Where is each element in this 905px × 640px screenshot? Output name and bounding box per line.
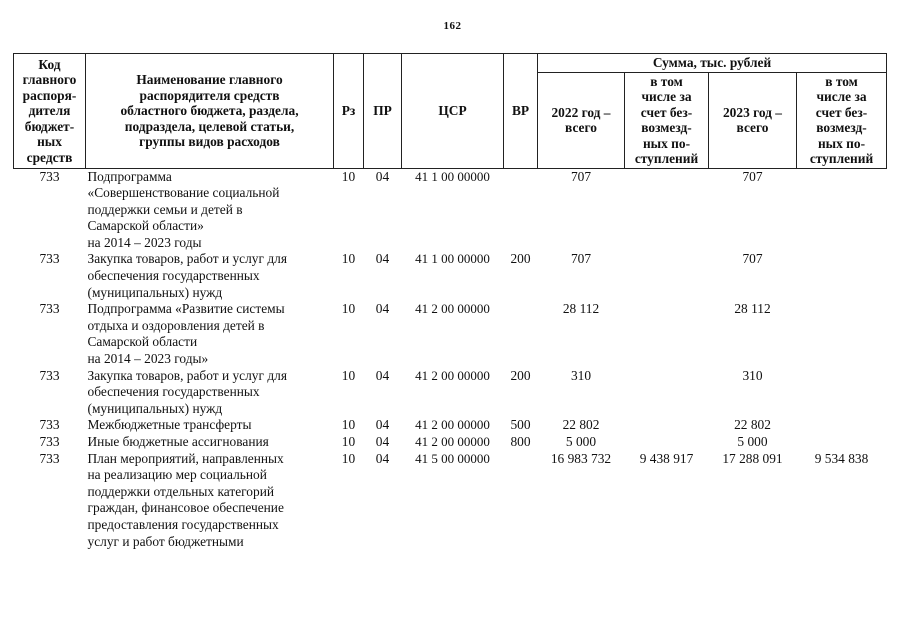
table-row xyxy=(14,368,887,418)
budget-table-body xyxy=(14,168,887,550)
cell-2023-gratuitous xyxy=(797,251,887,301)
text-line: Закупка товаров, работ и услуг для xyxy=(87,251,287,267)
text-line: главного xyxy=(22,72,77,87)
text-line: распорядителя средств xyxy=(139,87,280,103)
cell-vr xyxy=(504,168,538,251)
cell-2022-gratuitous xyxy=(625,301,709,367)
cell-name xyxy=(86,168,334,251)
cell-pr: 04 xyxy=(375,301,390,317)
cell-2022-total: 707 xyxy=(570,168,592,184)
cell-vr xyxy=(504,451,538,551)
text-line: обеспечения государственных xyxy=(87,268,260,284)
text-line: граждан, финансовое обеспечение xyxy=(87,500,284,516)
text-line: 2022 год – xyxy=(551,104,611,120)
text-line: Иные бюджетные ассигнования xyxy=(87,434,269,449)
cell-2022-total: 310 xyxy=(570,367,592,383)
cell-2022-gratuitous: 9 438 917 xyxy=(639,450,694,466)
text-line: на 2014 – 2023 годы» xyxy=(87,351,209,367)
text-line: (муниципальных) нужд xyxy=(87,400,223,416)
cell-vr: 200 xyxy=(510,367,531,383)
cell-2023-total: 310 xyxy=(742,367,763,383)
cell-csr: 41 1 00 00000 xyxy=(415,251,490,267)
cell-vr: 200 xyxy=(510,251,531,267)
text-line: Закупка товаров, работ и услуг для xyxy=(87,367,287,383)
cell-code: 733 xyxy=(39,417,60,433)
cell-2023-total: 22 802 xyxy=(734,417,771,433)
table-row xyxy=(14,451,887,551)
text-line: «Совершенствование социальной xyxy=(87,185,280,201)
cell-pr: 04 xyxy=(375,168,390,184)
cell-rz: 10 xyxy=(341,168,356,184)
text-line: всего xyxy=(565,120,597,135)
cell-name xyxy=(86,301,334,367)
header-row-1 xyxy=(14,54,887,73)
text-line: числе за xyxy=(816,89,867,104)
table-row xyxy=(14,251,887,301)
header-vr: ВР xyxy=(504,54,538,169)
text-line: План мероприятий, направленных xyxy=(87,450,284,466)
cell-rz: 10 xyxy=(341,434,356,449)
cell-rz: 10 xyxy=(341,301,356,317)
cell-csr: 41 2 00 00000 xyxy=(415,417,490,433)
text-line: ных xyxy=(37,134,62,149)
cell-2022-gratuitous xyxy=(625,434,709,451)
cell-name xyxy=(86,417,334,434)
text-line: поддержки отдельных категорий xyxy=(87,483,275,499)
cell-2023-total: 28 112 xyxy=(734,301,771,317)
header-2023-total xyxy=(709,72,797,168)
cell-rz: 10 xyxy=(341,417,356,433)
text-line: поддержки семьи и детей в xyxy=(87,201,243,217)
text-line: ступлений xyxy=(809,151,874,166)
text-line: Код xyxy=(38,56,61,72)
cell-vr xyxy=(504,301,538,367)
header-2023-gratuitous xyxy=(797,72,887,168)
text-line: подраздела, целевой статьи, xyxy=(124,118,295,134)
text-line: бюджет- xyxy=(24,118,75,134)
text-line: Подпрограмма xyxy=(87,168,172,184)
cell-vr: 800 xyxy=(510,434,531,449)
cell-2023-total: 707 xyxy=(742,251,763,267)
cell-csr: 41 1 00 00000 xyxy=(415,168,490,184)
header-name xyxy=(86,54,334,169)
page-number: 162 xyxy=(443,20,462,32)
header-pr: ПР xyxy=(364,54,402,169)
text-line: Самарской области» xyxy=(87,218,204,234)
cell-code: 733 xyxy=(39,434,60,449)
cell-2022-gratuitous xyxy=(625,168,709,251)
text-line: числе за xyxy=(641,89,692,104)
cell-code: 733 xyxy=(39,301,60,317)
cell-pr: 04 xyxy=(375,417,390,433)
cell-rz: 10 xyxy=(341,367,356,383)
text-line: Наименование главного xyxy=(136,72,283,87)
cell-2023-total: 17 288 091 xyxy=(722,450,783,466)
text-line: областного бюджета, раздела, xyxy=(120,103,299,118)
text-line: 2023 год – xyxy=(722,104,782,120)
header-2022-total xyxy=(538,72,625,168)
budget-table xyxy=(13,53,887,550)
cell-csr: 41 5 00 00000 xyxy=(415,450,490,466)
cell-2022-total: 22 802 xyxy=(562,417,600,433)
cell-2023-gratuitous xyxy=(797,301,887,367)
cell-pr: 04 xyxy=(375,434,390,449)
cell-2023-total: 707 xyxy=(742,168,763,184)
cell-2023-gratuitous: 9 534 838 xyxy=(814,450,869,466)
cell-name xyxy=(86,251,334,301)
cell-pr: 04 xyxy=(375,367,390,383)
cell-2022-total: 16 983 732 xyxy=(550,450,612,466)
table-row xyxy=(14,168,887,251)
cell-pr: 04 xyxy=(375,251,390,267)
cell-code: 733 xyxy=(39,450,60,466)
header-code xyxy=(14,54,86,169)
text-line: возмезд- xyxy=(641,120,692,135)
text-line: в том xyxy=(825,73,858,89)
text-line: средств xyxy=(26,149,73,165)
text-line: отдыха и оздоровления детей в xyxy=(87,317,265,333)
text-line: всего xyxy=(736,120,769,135)
text-line: счет без- xyxy=(640,104,693,120)
table-row xyxy=(14,434,887,451)
text-line: Подпрограмма «Развитие системы xyxy=(87,301,285,317)
cell-2023-gratuitous xyxy=(797,417,887,434)
cell-2022-gratuitous xyxy=(625,417,709,434)
text-line: на реализацию мер социальной xyxy=(87,467,267,483)
cell-2023-gratuitous xyxy=(797,368,887,418)
text-line: ных по- xyxy=(817,135,866,151)
text-line: группы видов расходов xyxy=(139,134,280,149)
cell-name xyxy=(86,368,334,418)
cell-2022-gratuitous xyxy=(625,251,709,301)
cell-2023-gratuitous xyxy=(797,168,887,251)
cell-2022-total: 707 xyxy=(570,251,592,267)
cell-csr: 41 2 00 00000 xyxy=(415,367,490,383)
cell-rz: 10 xyxy=(341,251,356,267)
header-csr: ЦСР xyxy=(402,54,504,169)
cell-csr: 41 2 00 00000 xyxy=(415,434,490,449)
cell-2023-total: 5 000 xyxy=(737,434,768,449)
cell-2023-gratuitous xyxy=(797,434,887,451)
cell-vr: 500 xyxy=(510,417,531,433)
text-line: услуг и работ бюджетными xyxy=(87,533,244,549)
text-line: Межбюджетные трансферты xyxy=(87,417,252,433)
text-line: на 2014 – 2023 годы xyxy=(87,234,202,250)
cell-code: 733 xyxy=(39,168,60,184)
cell-code: 733 xyxy=(39,251,60,267)
cell-2022-total: 5 000 xyxy=(565,434,597,449)
header-rz: Рз xyxy=(334,54,364,169)
text-line: в том xyxy=(650,73,683,89)
header-2022-gratuitous xyxy=(625,72,709,168)
cell-name xyxy=(86,434,334,451)
header-sum-group: Сумма, тыс. рублей xyxy=(538,54,887,73)
text-line: предоставления государственных xyxy=(87,516,279,532)
cell-pr: 04 xyxy=(375,450,390,466)
table-row xyxy=(14,301,887,367)
text-line: Самарской области xyxy=(87,334,198,350)
cell-code: 733 xyxy=(39,367,60,383)
cell-csr: 41 2 00 00000 xyxy=(415,301,490,317)
text-line: счет без- xyxy=(815,104,868,120)
text-line: ных по- xyxy=(642,135,691,151)
text-line: возмезд- xyxy=(816,120,867,135)
cell-rz: 10 xyxy=(341,450,356,466)
table-row xyxy=(14,417,887,434)
cell-2022-total: 28 112 xyxy=(562,301,600,317)
text-line: обеспечения государственных xyxy=(87,384,260,400)
text-line: распоря- xyxy=(22,87,77,103)
cell-2022-gratuitous xyxy=(625,368,709,418)
text-line: ступлений xyxy=(634,151,699,166)
cell-name xyxy=(86,451,334,551)
text-line: дителя xyxy=(28,103,71,118)
text-line: (муниципальных) нужд xyxy=(87,284,223,300)
